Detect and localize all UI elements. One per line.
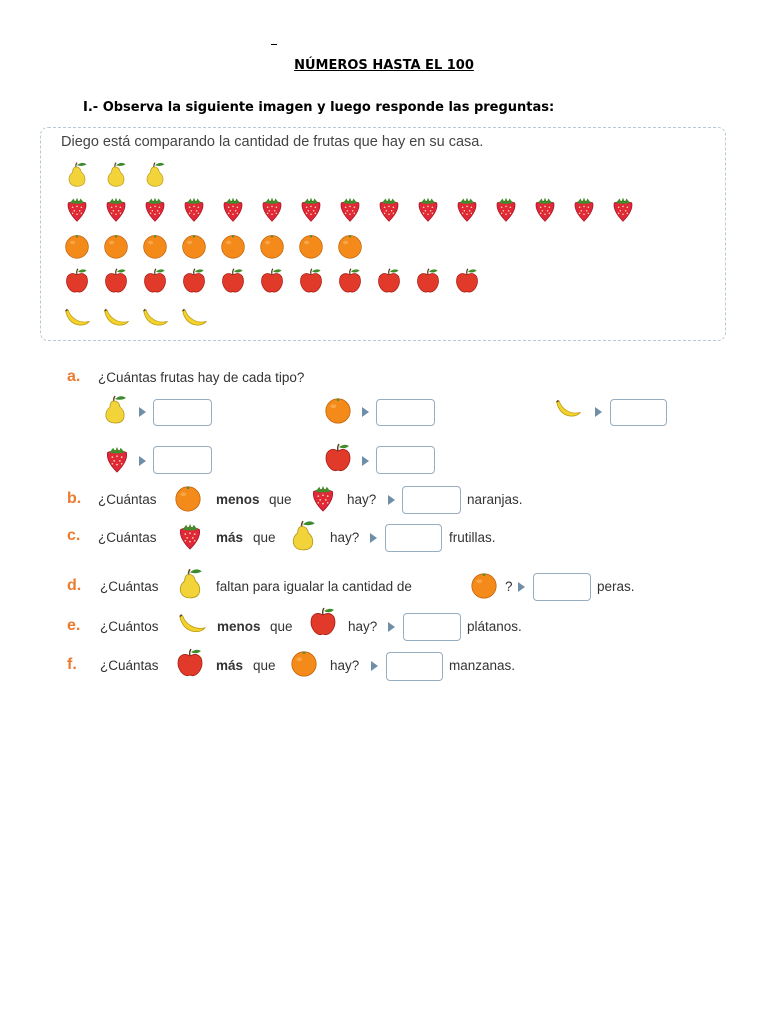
strawberry-icon xyxy=(217,195,249,223)
strawberry-icon xyxy=(306,483,340,513)
strawberry-icon xyxy=(178,195,210,223)
pear-icon xyxy=(61,160,93,188)
banana-row xyxy=(61,304,210,332)
apple-icon xyxy=(217,267,249,295)
orange-icon xyxy=(334,232,366,260)
apple-icon xyxy=(100,267,132,295)
strawberry-icon xyxy=(412,195,444,223)
arrow-icon xyxy=(595,407,602,417)
question-c-que: que xyxy=(253,530,276,545)
arrow-icon xyxy=(362,407,369,417)
orange-icon xyxy=(466,570,502,600)
apple-icon xyxy=(171,647,209,679)
strawberry-icon xyxy=(607,195,639,223)
apple-icon xyxy=(305,606,341,638)
orange-icon xyxy=(256,232,288,260)
strawberry-icon xyxy=(490,195,522,223)
question-f-mas: más xyxy=(216,658,244,673)
question-f-hay: hay? xyxy=(330,658,360,673)
strawberry-icon xyxy=(61,195,93,223)
apple-icon xyxy=(256,267,288,295)
question-c-letter: c. xyxy=(67,527,81,544)
answer-pears-input[interactable] xyxy=(153,399,212,426)
question-f-tail: manzanas. xyxy=(449,658,516,673)
apple-icon xyxy=(334,267,366,295)
question-e-letter: e. xyxy=(67,617,81,634)
strawberry-icon xyxy=(173,521,207,551)
question-c-mas: más xyxy=(216,530,244,545)
question-b-que: que xyxy=(269,492,292,507)
question-d-middle: faltan para igualar la cantidad de xyxy=(216,579,412,594)
apple-icon xyxy=(451,267,483,295)
question-e-hay: hay? xyxy=(348,619,378,634)
page-title: NÚMEROS HASTA EL 100 xyxy=(294,58,474,73)
question-c-tail: frutillas. xyxy=(449,530,496,545)
question-e-que: que xyxy=(270,619,293,634)
orange-icon xyxy=(139,232,171,260)
strawberry-icon xyxy=(451,195,483,223)
apple-icon xyxy=(178,267,210,295)
arrow-icon xyxy=(139,456,146,466)
orange-icon xyxy=(286,648,322,678)
arrow-icon xyxy=(139,407,146,417)
strawberry-icon xyxy=(529,195,561,223)
answer-bananas-input[interactable] xyxy=(610,399,667,426)
question-d-letter: d. xyxy=(67,577,82,594)
answer-d-input[interactable] xyxy=(533,573,591,601)
arrow-icon xyxy=(388,622,395,632)
banana-icon xyxy=(61,304,93,332)
apple-icon xyxy=(373,267,405,295)
arrow-icon xyxy=(370,533,377,543)
question-f-word: ¿Cuántas xyxy=(100,658,159,673)
orange-row xyxy=(61,232,366,260)
answer-f-input[interactable] xyxy=(386,652,443,681)
apple-row xyxy=(61,267,483,295)
question-b-hay: hay? xyxy=(347,492,377,507)
banana-icon xyxy=(139,304,171,332)
arrow-icon xyxy=(362,456,369,466)
question-a-letter: a. xyxy=(67,368,81,385)
pear-icon xyxy=(98,393,132,425)
banana-icon xyxy=(171,609,213,639)
pear-icon xyxy=(139,160,171,188)
question-b-letter: b. xyxy=(67,490,82,507)
strawberry-icon xyxy=(568,195,600,223)
arrow-icon xyxy=(388,495,395,505)
apple-icon xyxy=(320,442,356,474)
apple-icon xyxy=(295,267,327,295)
apple-icon xyxy=(139,267,171,295)
question-c-hay: hay? xyxy=(330,530,360,545)
apple-icon xyxy=(412,267,444,295)
arrow-icon xyxy=(371,661,378,671)
question-f-letter: f. xyxy=(67,656,77,673)
orange-icon xyxy=(217,232,249,260)
box-caption: Diego está comparando la cantidad de frutas que hay en su casa. xyxy=(61,134,484,150)
answer-e-input[interactable] xyxy=(403,613,461,641)
arrow-icon xyxy=(518,582,525,592)
answer-b-input[interactable] xyxy=(402,486,461,514)
orange-icon xyxy=(61,232,93,260)
apple-icon xyxy=(61,267,93,295)
orange-icon xyxy=(295,232,327,260)
header-dash xyxy=(271,44,277,45)
banana-icon xyxy=(100,304,132,332)
pear-icon xyxy=(172,566,208,600)
question-b-menos: menos xyxy=(216,492,260,507)
question-e-menos: menos xyxy=(217,619,261,634)
orange-icon xyxy=(178,232,210,260)
orange-icon xyxy=(170,483,206,513)
strawberry-icon xyxy=(139,195,171,223)
question-d-word: ¿Cuántas xyxy=(100,579,159,594)
pear-icon xyxy=(100,160,132,188)
pear-icon xyxy=(285,518,321,552)
strawberry-icon xyxy=(295,195,327,223)
banana-icon xyxy=(548,395,588,423)
fruit-picture-box xyxy=(40,127,726,341)
question-a-text: ¿Cuántas frutas hay de cada tipo? xyxy=(98,370,305,385)
question-e-word: ¿Cuántos xyxy=(100,619,159,634)
answer-apples-input[interactable] xyxy=(376,446,435,474)
question-f-que: que xyxy=(253,658,276,673)
question-b-word: ¿Cuántas xyxy=(98,492,157,507)
strawberry-icon xyxy=(100,195,132,223)
strawberry-icon xyxy=(334,195,366,223)
pear-row xyxy=(61,160,171,188)
question-d-tail: peras. xyxy=(597,579,635,594)
strawberry-icon xyxy=(100,444,134,474)
answer-c-input[interactable] xyxy=(385,524,442,552)
question-d-qmark: ? xyxy=(505,579,513,594)
orange-icon xyxy=(100,232,132,260)
banana-icon xyxy=(178,304,210,332)
question-b-tail: naranjas. xyxy=(467,492,523,507)
answer-strawberries-input[interactable] xyxy=(153,446,212,474)
answer-oranges-input[interactable] xyxy=(376,399,435,426)
strawberry-icon xyxy=(373,195,405,223)
question-c-word: ¿Cuántas xyxy=(98,530,157,545)
instruction-text: I.- Observa la siguiente imagen y luego responde las preguntas: xyxy=(83,100,555,115)
question-e-tail: plátanos. xyxy=(467,619,522,634)
strawberry-row xyxy=(61,195,639,223)
strawberry-icon xyxy=(256,195,288,223)
orange-icon xyxy=(320,395,356,425)
